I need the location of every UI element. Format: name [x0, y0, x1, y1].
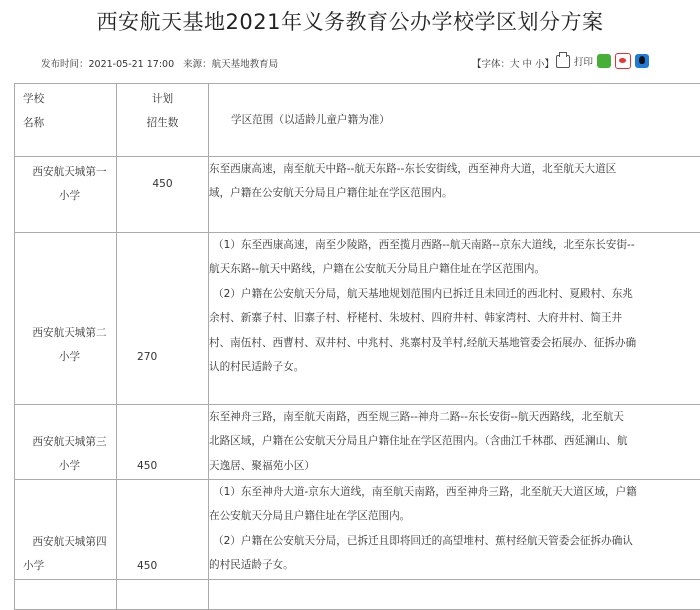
- district-range: [209, 405, 700, 480]
- range-line: 在公安航天分局且户籍住址在学区范围内。: [209, 504, 696, 528]
- table-header-row: [15, 84, 700, 157]
- school-name-line1: 西安航天城第一: [23, 160, 116, 184]
- range-line: （2）户籍在公安航天分局，已拆迁且即将回迁的高望堆村、蕉村经航天管委会征拆办确认: [209, 529, 696, 553]
- range-line: 域，户籍在公安航天分局且户籍住址在学区范围内。: [209, 181, 696, 205]
- plan-count: 450: [117, 479, 209, 579]
- table-row: [15, 479, 700, 579]
- school-name: [15, 233, 117, 405]
- school-name: [15, 157, 117, 233]
- table-row: [15, 157, 700, 233]
- header-plan-line1: 计划: [117, 87, 208, 111]
- school-name-line2: 小学: [23, 554, 116, 578]
- school-name-line2: 小学: [23, 184, 116, 208]
- header-range-text: 学区范围（以适龄儿童户籍为准）: [231, 114, 390, 126]
- range-line: 天逸居、聚福苑小区）: [209, 454, 696, 478]
- plan-count: 450: [117, 405, 209, 480]
- district-range: [209, 157, 700, 233]
- font-size-control[interactable]: 【字体：大 中 小】: [472, 56, 554, 70]
- cell-empty: [209, 579, 700, 609]
- district-range: [209, 233, 700, 405]
- header-school-line2: 名称: [23, 111, 116, 135]
- page-title: 西安航天基地2021年义务教育公办学校学区划分方案: [0, 6, 700, 36]
- range-line: 认的村民适龄子女。: [209, 355, 696, 379]
- table-row-partial: [15, 579, 700, 609]
- district-range: [209, 479, 700, 579]
- header-range: [209, 84, 700, 157]
- wechat-icon[interactable]: [597, 54, 611, 68]
- source: 来源：航天基地教育局: [183, 59, 278, 70]
- qq-icon[interactable]: [635, 54, 649, 68]
- school-name: [15, 479, 117, 579]
- weibo-icon[interactable]: [615, 53, 631, 69]
- header-plan: [117, 84, 209, 157]
- share-tools: [556, 53, 649, 69]
- printer-icon[interactable]: [556, 55, 570, 68]
- range-line: 余村、新寨子村、旧寨子村、杼栳村、朱坡村、四府井村、韩家湾村、大府井村、简王井: [209, 306, 696, 330]
- school-name-line1: 西安航天城第二: [23, 321, 116, 345]
- range-line: 的村民适龄子女。: [209, 553, 696, 577]
- range-line: 北路区域，户籍在公安航天分局且户籍住址在学区范围内。（含曲江千林郡、西延澜山、航: [209, 429, 696, 453]
- cell-empty: [15, 579, 117, 609]
- header-school: [15, 84, 117, 157]
- table-row: [15, 233, 700, 405]
- cell-empty: [117, 579, 209, 609]
- meta-left: [41, 56, 284, 70]
- school-name-line2: 小学: [23, 345, 116, 369]
- print-link[interactable]: 打印: [574, 54, 593, 68]
- publish-time: 发布时间：2021-05-21 17:00: [41, 59, 174, 70]
- school-name-line2: 小学: [23, 454, 116, 478]
- table-row: [15, 405, 700, 480]
- range-line: 航天东路--航天中路线，户籍在公安航天分局且户籍住址在学区范围内。: [209, 257, 696, 281]
- range-line: （2）户籍在公安航天分局，航天基地规划范围内已拆迁且未回迁的西北村、夏殿村、东兆: [209, 282, 696, 306]
- school-name: [15, 405, 117, 480]
- header-school-line1: 学校: [23, 87, 116, 111]
- range-line: 东至西康高速，南至航天中路--航天东路--东长安街线，西至神舟大道，北至航天大道区: [209, 157, 696, 181]
- school-district-table: [14, 83, 700, 610]
- school-name-line1: 西安航天城第三: [23, 430, 116, 454]
- article-meta: [0, 51, 700, 73]
- plan-count: 270: [117, 233, 209, 405]
- range-line: 村、南伍村、西曹村、双井村、中兆村、兆寨村及羊村,经航天基地管委会拓展办、征拆办确: [209, 331, 696, 355]
- school-name-line1: 西安航天城第四: [23, 530, 116, 554]
- range-line: 东至神舟三路，南至航天南路，西至规三路--神舟二路--东长安街--航天西路线，北至航天: [209, 405, 696, 429]
- header-plan-line2: 招生数: [117, 111, 208, 135]
- range-line: （1）东至西康高速，南至少陵路，西至揽月西路--航天南路--京东大道线，北至东长安街--: [209, 233, 696, 257]
- plan-count: 450: [117, 157, 209, 233]
- range-line: （1）东至神舟大道-京东大道线，南至航天南路，西至神舟三路，北至航天大道区域，户籍: [209, 480, 696, 504]
